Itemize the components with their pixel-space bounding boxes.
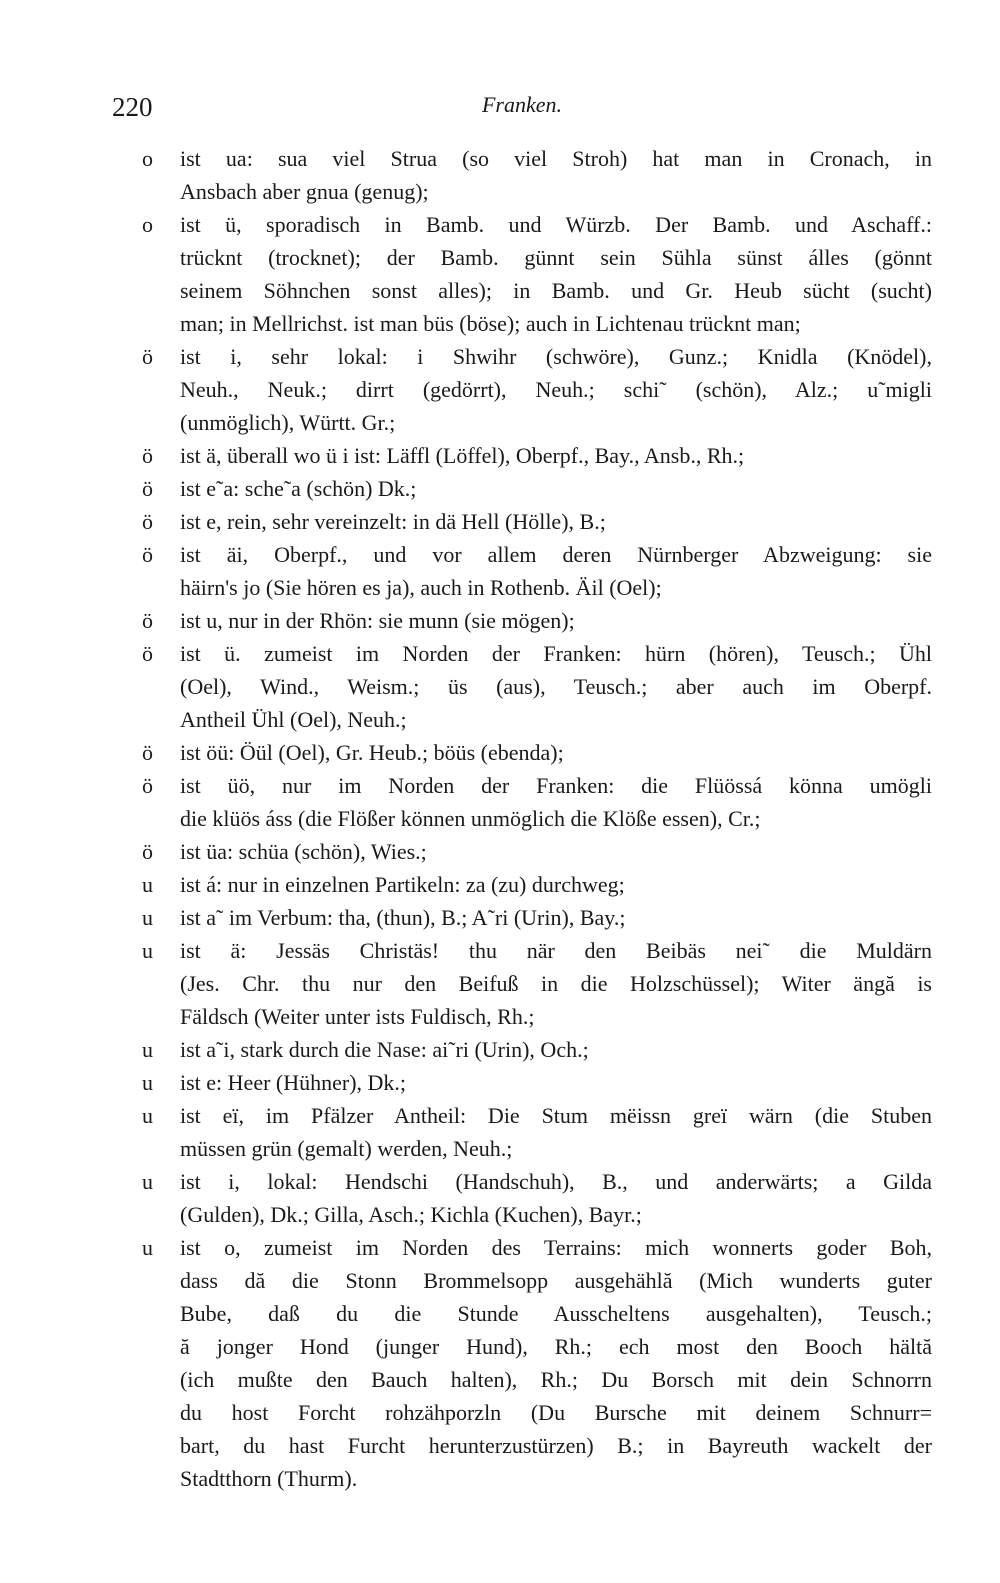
entry-vowel: ö <box>142 476 153 501</box>
entry-row <box>112 142 932 208</box>
entry-line: ist eï, im Pfälzer Antheil: Die Stum mëissn greï wärn (die Stuben <box>180 1103 932 1128</box>
entry-line: (Jes. Chr. thu nur den Beifuß in die Holzschüssel); Witer ängă is <box>180 971 932 996</box>
entry-line: seinem Söhnchen sonst alles); in Bamb. und Gr. Heub sücht (sucht) <box>180 278 932 303</box>
entry-text <box>180 505 932 538</box>
page-header <box>112 92 932 126</box>
entry-line: ist e: Heer (Hühner), Dk.; <box>180 1070 407 1095</box>
entry-vowel: ö <box>142 773 153 798</box>
entry-text <box>180 736 932 769</box>
entry-line: ist o, zumeist im Norden des Terrains: mich wonnerts goder Boh, <box>180 1235 932 1260</box>
entry-row <box>112 1165 932 1231</box>
entry-row <box>112 934 932 1033</box>
entry-row <box>112 538 932 604</box>
entry-line: ist e, rein, sehr vereinzelt: in dä Hell (Hölle), B.; <box>180 509 606 534</box>
entry-list <box>112 142 932 1495</box>
entry-line: (ich mußte den Bauch halten), Rh.; Du Borsch mit dein Schnorrn <box>180 1367 932 1392</box>
entry-line: Neuh., Neuk.; dirrt (gedörrt), Neuh.; schi˜ (schön), Alz.; u˜migli <box>180 377 932 402</box>
entry-line: Antheil Ühl (Oel), Neuh.; <box>180 707 407 732</box>
entry-row <box>112 769 932 835</box>
entry-text <box>180 1165 932 1231</box>
entry-line: ă jonger Hond (junger Hund), Rh.; ech most den Booch hältă <box>180 1334 932 1359</box>
entry-line: ist u, nur in der Rhön: sie munn (sie mögen); <box>180 608 575 633</box>
entry-vowel: u <box>142 1070 153 1095</box>
entry-text <box>180 604 932 637</box>
entry-text <box>180 637 932 736</box>
entry-line: ist á: nur in einzelnen Partikeln: za (zu) durchweg; <box>180 872 625 897</box>
entry-line: Stadtthorn (Thurm). <box>180 1466 358 1491</box>
entry-vowel: o <box>142 146 153 171</box>
entry-line: Bube, daß du die Stunde Ausscheltens ausgehalten), Teusch.; <box>180 1301 932 1326</box>
entry-line: ist ua: sua viel Strua (so viel Stroh) hat man in Cronach, in <box>180 146 932 171</box>
entry-row <box>112 637 932 736</box>
entry-row <box>112 868 932 901</box>
entry-vowel: u <box>142 1169 153 1194</box>
entry-vowel: u <box>142 938 153 963</box>
entry-row <box>112 1231 932 1495</box>
entry-vowel: u <box>142 1103 153 1128</box>
entry-row <box>112 604 932 637</box>
entry-vowel: ö <box>142 740 153 765</box>
entry-line: müssen grün (gemalt) werden, Neuh.; <box>180 1136 513 1161</box>
entry-row <box>112 439 932 472</box>
entry-line: bart, du hast Furcht herunterzustürzen) B.; in Bayreuth wackelt der <box>180 1433 932 1458</box>
entry-line: (unmöglich), Württ. Gr.; <box>180 410 396 435</box>
entry-line: ist e˜a: sche˜a (schön) Dk.; <box>180 476 417 501</box>
entry-text <box>180 769 932 835</box>
entry-row <box>112 1066 932 1099</box>
entry-line: (Gulden), Dk.; Gilla, Asch.; Kichla (Kuchen), Bayr.; <box>180 1202 642 1227</box>
entry-row <box>112 901 932 934</box>
entry-line: ist a˜ im Verbum: tha, (thun), B.; A˜ri (Urin), Bay.; <box>180 905 626 930</box>
running-head: Franken. <box>481 92 563 117</box>
entry-text <box>180 340 932 439</box>
entry-row <box>112 1099 932 1165</box>
entry-text <box>180 142 932 208</box>
entry-line: ist ü, sporadisch in Bamb. und Würzb. Der Bamb. und Aschaff.: <box>180 212 932 237</box>
entry-vowel: o <box>142 212 153 237</box>
entry-vowel: u <box>142 872 153 897</box>
entry-text <box>180 934 932 1033</box>
page-number: 220 <box>112 92 153 122</box>
entry-line: trücknt (trocknet); der Bamb. günnt sein Sühla sünst álles (gönnt <box>180 245 932 270</box>
entry-vowel: ö <box>142 344 153 369</box>
entry-text <box>180 1231 932 1495</box>
entry-line: (Oel), Wind., Weism.; üs (aus), Teusch.; aber auch im Oberpf. <box>180 674 932 699</box>
entry-line: ist ü. zumeist im Norden der Franken: hürn (hören), Teusch.; Ühl <box>180 641 932 666</box>
entry-vowel: ö <box>142 542 153 567</box>
entry-text <box>180 472 932 505</box>
entry-line: man; in Mellrichst. ist man büs (böse); auch in Lichtenau trücknt man; <box>180 311 801 336</box>
entry-row <box>112 472 932 505</box>
entry-vowel: ö <box>142 509 153 534</box>
entry-row <box>112 340 932 439</box>
entry-row <box>112 1033 932 1066</box>
entry-line: ist öü: Öül (Oel), Gr. Heub.; böüs (ebenda); <box>180 740 564 765</box>
entry-line: ist i, sehr lokal: i Shwihr (schwöre), Gunz.; Knidla (Knödel), <box>180 344 932 369</box>
entry-text <box>180 901 932 934</box>
entry-vowel: u <box>142 1235 153 1260</box>
entry-vowel: ö <box>142 443 153 468</box>
entry-text <box>180 835 932 868</box>
entry-vowel: ö <box>142 839 153 864</box>
entry-line: ist ä, überall wo ü i ist: Läffl (Löffel), Oberpf., Bay., Ansb., Rh.; <box>180 443 745 468</box>
entry-vowel: ö <box>142 608 153 633</box>
entry-line: du host Forcht rohzähporzln (Du Bursche mit deinem Schnurr= <box>180 1400 932 1425</box>
entry-line: ist ä: Jessäs Christäs! thu när den Beibäs nei˜ die Muldärn <box>180 938 932 963</box>
entry-line: dass dă die Stonn Brommelsopp ausgehählă (Mich wunderts guter <box>180 1268 932 1293</box>
entry-row <box>112 736 932 769</box>
entry-line: Fäldsch (Weiter unter ists Fuldisch, Rh.; <box>180 1004 535 1029</box>
entry-text <box>180 439 932 472</box>
entry-vowel: u <box>142 1037 153 1062</box>
entry-text <box>180 208 932 340</box>
entry-vowel: ö <box>142 641 153 666</box>
entry-text <box>180 1033 932 1066</box>
entry-text <box>180 1066 932 1099</box>
entry-line: häirn's jo (Sie hören es ja), auch in Rothenb. Äil (Oel); <box>180 575 662 600</box>
entry-row <box>112 835 932 868</box>
entry-text <box>180 868 932 901</box>
entry-line: ist äi, Oberpf., und vor allem deren Nürnberger Abzweigung: sie <box>180 542 932 567</box>
entry-vowel: u <box>142 905 153 930</box>
entry-line: die klüös áss (die Flößer können unmöglich die Klöße essen), Cr.; <box>180 806 761 831</box>
entry-line: ist üa: schüa (schön), Wies.; <box>180 839 427 864</box>
entry-line: ist üö, nur im Norden der Franken: die Flüössá könna umögli <box>180 773 932 798</box>
entry-text <box>180 1099 932 1165</box>
entry-text <box>180 538 932 604</box>
entry-line: Ansbach aber gnua (genug); <box>180 179 429 204</box>
entry-line: ist i, lokal: Hendschi (Handschuh), B., und anderwärts; a Gilda <box>180 1169 932 1194</box>
entry-row <box>112 505 932 538</box>
entry-row <box>112 208 932 340</box>
entry-line: ist a˜i, stark durch die Nase: ai˜ri (Urin), Och.; <box>180 1037 589 1062</box>
